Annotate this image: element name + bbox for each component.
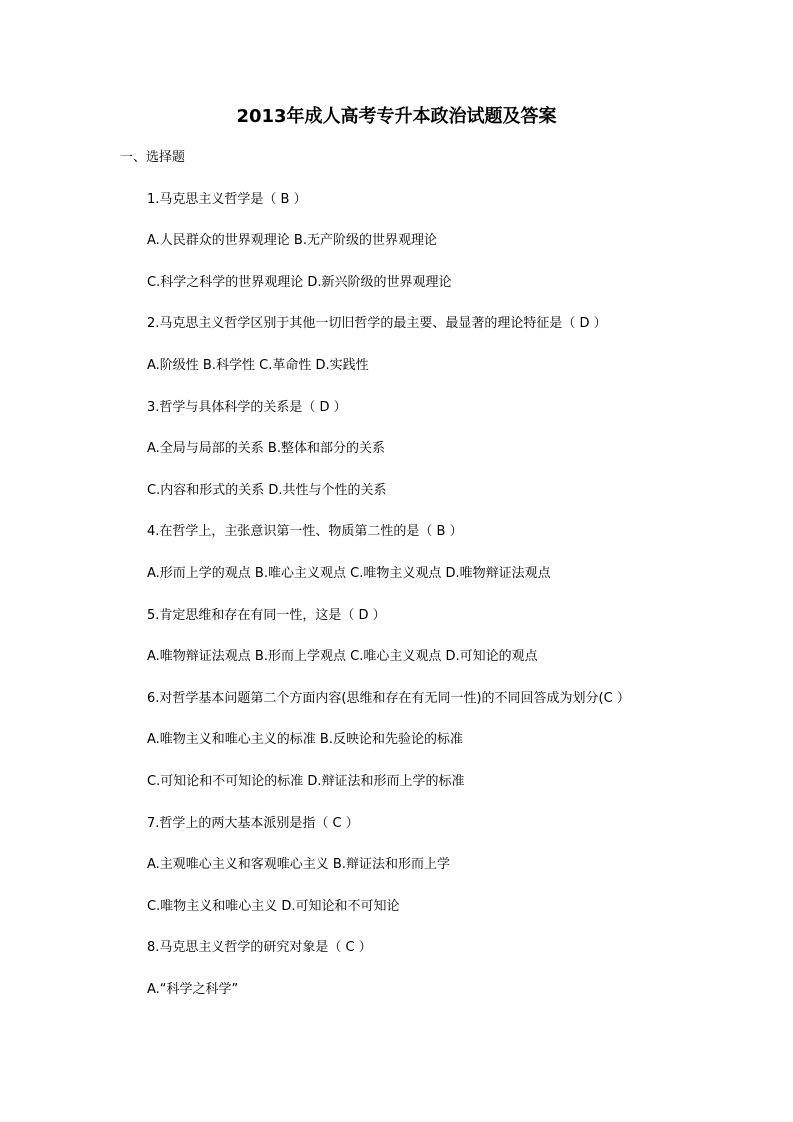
question-line: 1.马克思主义哲学是（ B ） bbox=[147, 191, 307, 207]
section-heading: 一、选择题 bbox=[120, 150, 186, 165]
question-line: 4.在哲学上，主张意识第一性、物质第二性的是（ B ） bbox=[147, 524, 463, 540]
question-line: 3.哲学与具体科学的关系是（ D ） bbox=[147, 399, 347, 415]
option-line: A.阶级性 B.科学性 C.革命性 D.实践性 bbox=[147, 357, 369, 373]
option-line: A.主观唯心主义和客观唯心主义 B.辩证法和形而上学 bbox=[147, 857, 450, 873]
question-line: 2.马克思主义哲学区别于其他一切旧哲学的最主要、最显著的理论特征是（ D ） bbox=[147, 316, 607, 332]
option-line: A.“科学之科学” bbox=[147, 981, 239, 997]
option-line: A.人民群众的世界观理论 B.无产阶级的世界观理论 bbox=[147, 233, 437, 249]
question-line: 5.肯定思维和存在有同一性，这是（ D ） bbox=[147, 607, 386, 623]
question-line: 7.哲学上的两大基本派别是指（ C ） bbox=[147, 815, 359, 831]
option-line: C.唯物主义和唯心主义 D.可知论和不可知论 bbox=[147, 898, 400, 914]
question-line: 6.对哲学基本问题第二个方面内容(思维和存在有无同一性)的不同回答成为划分(C ） bbox=[147, 690, 630, 706]
document-title: 2013年成人高考专升本政治试题及答案 bbox=[236, 106, 557, 127]
option-line: A.全局与局部的关系 B.整体和部分的关系 bbox=[147, 441, 385, 457]
option-line: C.可知论和不可知论的标准 D.辩证法和形而上学的标准 bbox=[147, 773, 465, 789]
question-list bbox=[147, 149, 767, 1022]
option-line: C.内容和形式的关系 D.共性与个性的关系 bbox=[147, 482, 387, 498]
option-line: A.唯物主义和唯心主义的标准 B.反映论和先验论的标准 bbox=[147, 732, 463, 748]
option-line: C.科学之科学的世界观理论 D.新兴阶级的世界观理论 bbox=[147, 274, 452, 290]
option-line: A.唯物辩证法观点 B.形而上学观点 C.唯心主义观点 D.可知论的观点 bbox=[147, 649, 538, 665]
option-line: A.形而上学的观点 B.唯心主义观点 C.唯物主义观点 D.唯物辩证法观点 bbox=[147, 565, 551, 581]
question-line: 8.马克思主义哲学的研究对象是（ C ） bbox=[147, 940, 372, 956]
